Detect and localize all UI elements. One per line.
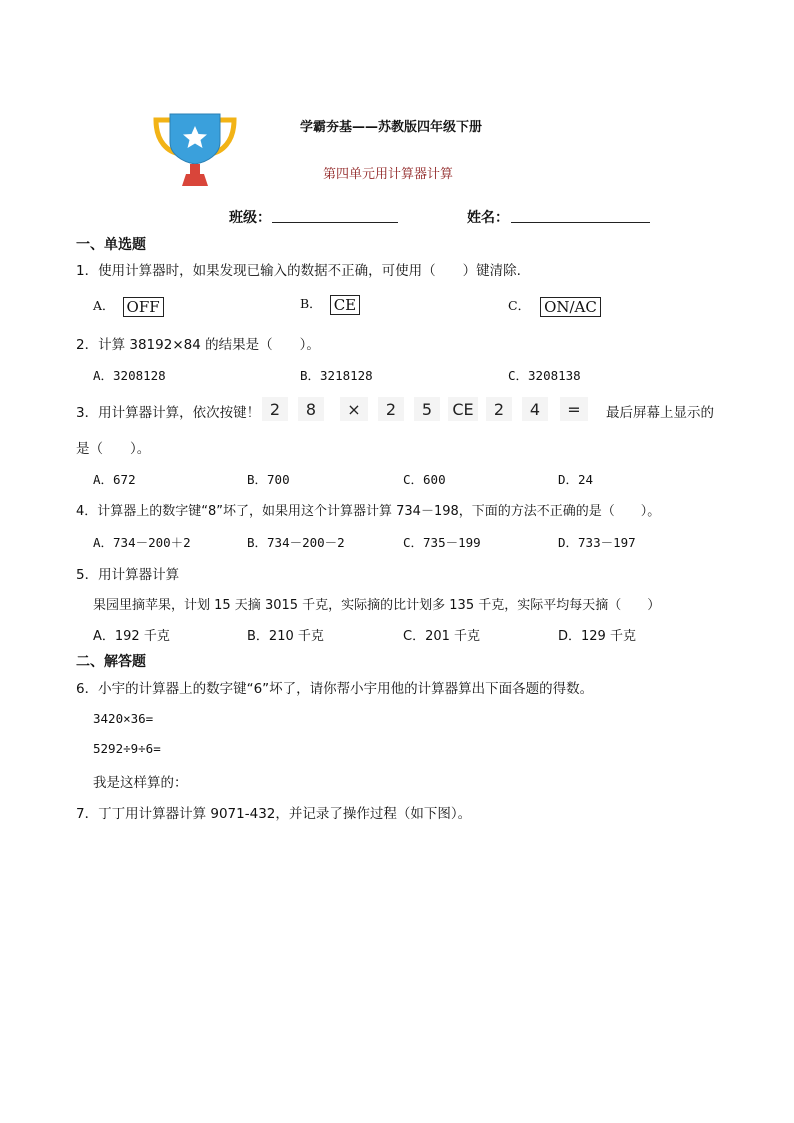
key-button: 2 (486, 397, 512, 421)
key-button: = (560, 397, 588, 421)
q5-option-b: B．210 千克 (247, 629, 324, 644)
question-3-part2: 最后屏幕上显示的 (606, 405, 714, 421)
q3-option-d: D．24 (558, 472, 594, 487)
document-title: 学霸夯基——苏教版四年级下册 (300, 120, 483, 135)
q3-option-c: C．600 (403, 472, 446, 487)
q4-option-b: B．734－200－2 (247, 535, 345, 550)
question-4: 4．计算器上的数字键“8”坏了，如果用这个计算器计算 734－198，下面的方法不正确的是（ ）。 (76, 504, 661, 519)
q6-work-note: 我是这样算的： (93, 775, 188, 791)
trophy-icon (150, 108, 240, 188)
question-5-body: 果园里摘苹果，计划 15 天摘 3015 千克，实际摘的比计划多 135 千克，实际平均每天摘（ ） (93, 598, 661, 613)
question-3-line2: 是（ ）。 (76, 441, 151, 457)
q5-option-d: D．129 千克 (558, 629, 636, 644)
class-field-line[interactable] (272, 222, 398, 223)
q1-option-b-prefix: B． (300, 296, 322, 311)
q1-option-b (300, 294, 360, 315)
question-5: 5．用计算器计算 (76, 567, 180, 583)
key-button: 4 (522, 397, 548, 421)
key-button: 2 (378, 397, 404, 421)
name-field-line[interactable] (511, 222, 650, 223)
key-button: 8 (298, 397, 324, 421)
q1-option-a (93, 296, 164, 317)
q6-expression-1: 3420×36= (93, 711, 154, 726)
key-button: × (340, 397, 368, 421)
question-2: 2．计算 38192×84 的结果是（ ）。 (76, 337, 320, 353)
q5-option-c: C．201 千克 (403, 629, 481, 644)
q6-expression-2: 5292÷9÷6= (93, 741, 161, 756)
q1-option-c (508, 296, 601, 317)
q3-option-b: B．700 (247, 472, 290, 487)
q4-option-d: D．733－197 (558, 535, 636, 550)
question-1: 1．使用计算器时，如果发现已输入的数据不正确，可使用（ ）键清除. (76, 263, 521, 279)
document-subtitle: 第四单元用计算器计算 (323, 167, 454, 182)
question-3-part1: 3．用计算器计算，依次按键！ (76, 405, 261, 421)
key-button: CE (448, 397, 478, 421)
q4-option-a: A．734－200＋2 (93, 535, 191, 550)
section-heading-answer: 二、解答题 (76, 654, 146, 670)
question-6: 6．小宇的计算器上的数字键“6”坏了，请你帮小宇用他的计算器算出下面各题的得数。 (76, 681, 594, 697)
q3-option-a: A．672 (93, 472, 136, 487)
key-button: 5 (414, 397, 440, 421)
key-sequence (262, 396, 588, 422)
section-heading-single-choice: 一、单选题 (76, 237, 146, 253)
q4-option-c: C．735－199 (403, 535, 481, 550)
q2-option-b: B．3218128 (300, 368, 373, 383)
key-on-ac-label: ON/AC (540, 297, 601, 317)
question-7: 7．丁丁用计算器计算 9071-432，并记录了操作过程（如下图）。 (76, 806, 472, 822)
q1-option-a-prefix: A． (93, 298, 115, 313)
q1-option-c-prefix: C． (508, 298, 531, 313)
name-label: 姓名： (467, 210, 509, 226)
key-ce-label: CE (330, 295, 360, 315)
key-button: 2 (262, 397, 288, 421)
q2-option-c: C．3208138 (508, 368, 581, 383)
q2-option-a: A．3208128 (93, 368, 166, 383)
class-label: 班级： (229, 210, 271, 226)
q5-option-a: A．192 千克 (93, 629, 170, 644)
key-off-label: OFF (123, 297, 164, 317)
